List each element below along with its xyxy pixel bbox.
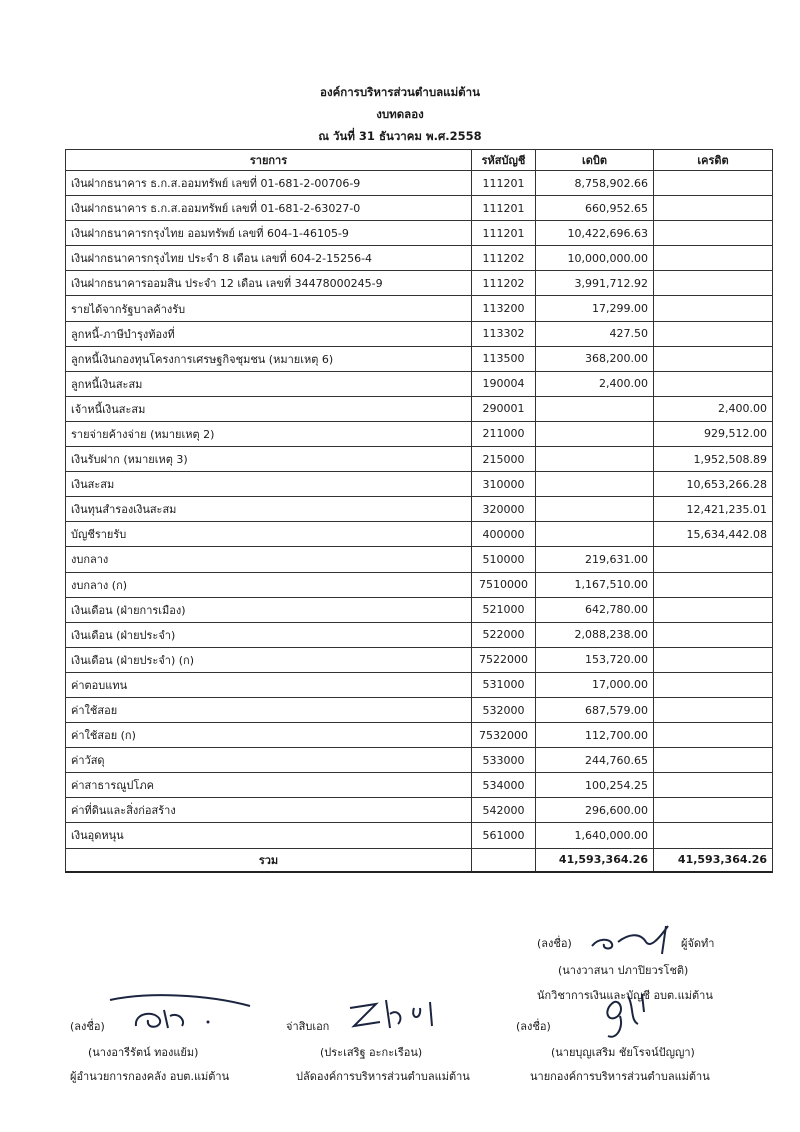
chief-executive-signature-image [594, 990, 654, 1046]
table-row [66, 421, 773, 446]
row-debit: 642,780.00 [536, 597, 654, 622]
row-code: 190004 [472, 371, 536, 396]
header-debit: เดบิต [536, 150, 654, 171]
table-body [66, 171, 773, 849]
row-item: ลูกหนี้-ภาษีบำรุงท้องที่ [66, 321, 472, 346]
row-code: 111202 [472, 246, 536, 271]
row-debit: 219,631.00 [536, 547, 654, 572]
row-item: เจ้าหนี้เงินสะสม [66, 396, 472, 421]
row-code: 542000 [472, 798, 536, 823]
row-code: 211000 [472, 421, 536, 446]
row-credit: 12,421,235.01 [654, 497, 773, 522]
chief-executive-name: (นายบุญเสริม ชัยโรจน์ปัญญา) [551, 1046, 695, 1059]
row-code: 111202 [472, 271, 536, 296]
row-debit: 368,200.00 [536, 346, 654, 371]
preparer-role: ผู้จัดทำ [681, 937, 715, 950]
row-credit [654, 597, 773, 622]
row-code: 290001 [472, 396, 536, 421]
row-code: 532000 [472, 697, 536, 722]
row-item: เงินเดือน (ฝ่ายการเมือง) [66, 597, 472, 622]
row-credit [654, 748, 773, 773]
total-code-cell [472, 848, 536, 872]
row-code: 7522000 [472, 647, 536, 672]
table-row [66, 672, 773, 697]
row-item: บัญชีรายรับ [66, 522, 472, 547]
table-row [66, 748, 773, 773]
row-debit: 2,400.00 [536, 371, 654, 396]
preparer-prefix: (ลงชื่อ) [537, 937, 572, 950]
table-row [66, 597, 773, 622]
row-code: 310000 [472, 472, 536, 497]
table-row [66, 823, 773, 848]
row-debit: 112,700.00 [536, 723, 654, 748]
table-row [66, 396, 773, 421]
row-item: งบกลาง (ก) [66, 572, 472, 597]
row-code: 533000 [472, 748, 536, 773]
row-item: รายได้จากรัฐบาลค้างรับ [66, 296, 472, 321]
row-credit [654, 371, 773, 396]
finance-director-position: ผู้อำนวยการกองคลัง อบต.แม่ต้าน [70, 1070, 230, 1083]
table-row [66, 221, 773, 246]
row-code: 510000 [472, 547, 536, 572]
table-row [66, 271, 773, 296]
preparer-signature-image [588, 920, 688, 956]
total-credit: 41,593,364.26 [654, 848, 773, 872]
total-row [66, 848, 773, 872]
table-row [66, 472, 773, 497]
row-debit: 427.50 [536, 321, 654, 346]
row-credit [654, 773, 773, 798]
row-debit: 153,720.00 [536, 647, 654, 672]
row-credit [654, 823, 773, 848]
table-row [66, 622, 773, 647]
row-debit: 17,000.00 [536, 672, 654, 697]
row-credit [654, 271, 773, 296]
table-row [66, 723, 773, 748]
header-credit: เครดิต [654, 150, 773, 171]
row-code: 534000 [472, 773, 536, 798]
row-credit: 2,400.00 [654, 396, 773, 421]
row-item: เงินอุดหนุน [66, 823, 472, 848]
row-item: ค่าที่ดินและสิ่งก่อสร้าง [66, 798, 472, 823]
row-credit [654, 346, 773, 371]
row-credit [654, 697, 773, 722]
row-credit: 1,952,508.89 [654, 447, 773, 472]
row-credit [654, 798, 773, 823]
table-row [66, 296, 773, 321]
row-item: รายจ่ายค้างจ่าย (หมายเหตุ 2) [66, 421, 472, 446]
row-credit: 15,634,442.08 [654, 522, 773, 547]
row-item: ลูกหนี้เงินกองทุนโครงการเศรษฐกิจชุมชน (หมายเหตุ 6) [66, 346, 472, 371]
document-date: ณ วันที่ 31 ธันวาคม พ.ศ.2558 [318, 129, 482, 143]
row-debit: 1,167,510.00 [536, 572, 654, 597]
row-code: 111201 [472, 196, 536, 221]
row-credit [654, 196, 773, 221]
row-debit: 244,760.65 [536, 748, 654, 773]
row-debit: 10,000,000.00 [536, 246, 654, 271]
row-code: 522000 [472, 622, 536, 647]
row-item: ค่าสาธารณูปโภค [66, 773, 472, 798]
row-credit [654, 246, 773, 271]
row-credit [654, 572, 773, 597]
row-item: เงินฝากธนาคาร ธ.ก.ส.ออมทรัพย์ เลขที่ 01-681-2-00706-9 [66, 171, 472, 196]
row-code: 561000 [472, 823, 536, 848]
chief-executive-position: นายกองค์การบริหารส่วนตำบลแม่ต้าน [530, 1070, 710, 1083]
deputy-chief-signature-image [346, 994, 446, 1034]
header-item: รายการ [66, 150, 472, 171]
row-debit [536, 447, 654, 472]
table-row [66, 346, 773, 371]
row-credit [654, 547, 773, 572]
row-credit [654, 321, 773, 346]
row-code: 113302 [472, 321, 536, 346]
row-debit: 8,758,902.66 [536, 171, 654, 196]
finance-director-signature-image [106, 990, 256, 1036]
table-row [66, 371, 773, 396]
total-debit: 41,593,364.26 [536, 848, 654, 872]
row-item: ค่าวัสดุ [66, 748, 472, 773]
row-code: 7532000 [472, 723, 536, 748]
row-debit [536, 497, 654, 522]
table-row [66, 798, 773, 823]
row-item: เงินฝากธนาคารกรุงไทย ออมทรัพย์ เลขที่ 604-1-46105-9 [66, 221, 472, 246]
row-code: 111201 [472, 221, 536, 246]
row-debit [536, 472, 654, 497]
deputy-chief-position: ปลัดองค์การบริหารส่วนตำบลแม่ต้าน [296, 1070, 470, 1083]
table-row [66, 196, 773, 221]
row-code: 521000 [472, 597, 536, 622]
row-item: เงินฝากธนาคารออมสิน ประจำ 12 เดือน เลขที่ 34478000245-9 [66, 271, 472, 296]
row-credit [654, 221, 773, 246]
row-item: เงินรับฝาก (หมายเหตุ 3) [66, 447, 472, 472]
table-row [66, 547, 773, 572]
preparer-name: (นางวาสนา ปภาปิยวรโชติ) [558, 964, 689, 977]
row-item: เงินฝากธนาคาร ธ.ก.ส.ออมทรัพย์ เลขที่ 01-681-2-63027-0 [66, 196, 472, 221]
table-row [66, 246, 773, 271]
row-debit: 687,579.00 [536, 697, 654, 722]
row-credit [654, 723, 773, 748]
table-row [66, 647, 773, 672]
row-credit [654, 171, 773, 196]
row-code: 400000 [472, 522, 536, 547]
row-credit [654, 672, 773, 697]
row-item: ค่าตอบแทน [66, 672, 472, 697]
row-item: เงินสะสม [66, 472, 472, 497]
table-row [66, 697, 773, 722]
row-item: เงินเดือน (ฝ่ายประจำ) [66, 622, 472, 647]
header-code: รหัสบัญชี [472, 150, 536, 171]
row-item: ค่าใช้สอย [66, 697, 472, 722]
row-code: 113200 [472, 296, 536, 321]
row-debit: 660,952.65 [536, 196, 654, 221]
table-row [66, 572, 773, 597]
row-credit [654, 622, 773, 647]
row-debit: 2,088,238.00 [536, 622, 654, 647]
row-code: 111201 [472, 171, 536, 196]
deputy-chief-name: (ประเสริฐ อะกะเรือน) [320, 1046, 423, 1059]
row-code: 531000 [472, 672, 536, 697]
row-credit: 929,512.00 [654, 421, 773, 446]
row-code: 215000 [472, 447, 536, 472]
row-code: 113500 [472, 346, 536, 371]
row-credit [654, 647, 773, 672]
chief-executive-prefix: (ลงชื่อ) [516, 1020, 551, 1033]
row-debit [536, 522, 654, 547]
table-row [66, 171, 773, 196]
org-name: องค์การบริหารส่วนตำบลแม่ต้าน [320, 85, 480, 99]
preparer-position: นักวิชาการเงินและบัญชี อบต.แม่ต้าน [537, 989, 713, 1002]
finance-director-prefix: (ลงชื่อ) [70, 1020, 105, 1033]
total-label: รวม [66, 848, 472, 872]
row-debit: 1,640,000.00 [536, 823, 654, 848]
row-item: ลูกหนี้เงินสะสม [66, 371, 472, 396]
finance-director-name: (นางอารีรัตน์ ทองแย้ม) [88, 1046, 199, 1059]
table-row [66, 497, 773, 522]
row-credit: 10,653,266.28 [654, 472, 773, 497]
row-debit: 10,422,696.63 [536, 221, 654, 246]
row-code: 7510000 [472, 572, 536, 597]
row-debit [536, 421, 654, 446]
table-row [66, 321, 773, 346]
row-item: เงินเดือน (ฝ่ายประจำ) (ก) [66, 647, 472, 672]
row-debit: 17,299.00 [536, 296, 654, 321]
row-item: ค่าใช้สอย (ก) [66, 723, 472, 748]
table-row [66, 773, 773, 798]
row-item: งบกลาง [66, 547, 472, 572]
deputy-chief-prefix: จ่าสิบเอก [286, 1020, 330, 1033]
row-debit [536, 396, 654, 421]
row-debit: 3,991,712.92 [536, 271, 654, 296]
row-debit: 296,600.00 [536, 798, 654, 823]
table-row [66, 522, 773, 547]
row-debit: 100,254.25 [536, 773, 654, 798]
table-header-row [66, 150, 773, 171]
table-row [66, 447, 773, 472]
row-item: เงินทุนสำรองเงินสะสม [66, 497, 472, 522]
trial-balance-table [65, 149, 773, 873]
row-credit [654, 296, 773, 321]
row-code: 320000 [472, 497, 536, 522]
row-item: เงินฝากธนาคารกรุงไทย ประจำ 8 เดือน เลขที่ 604-2-15256-4 [66, 246, 472, 271]
document-title: งบทดลอง [376, 107, 424, 121]
